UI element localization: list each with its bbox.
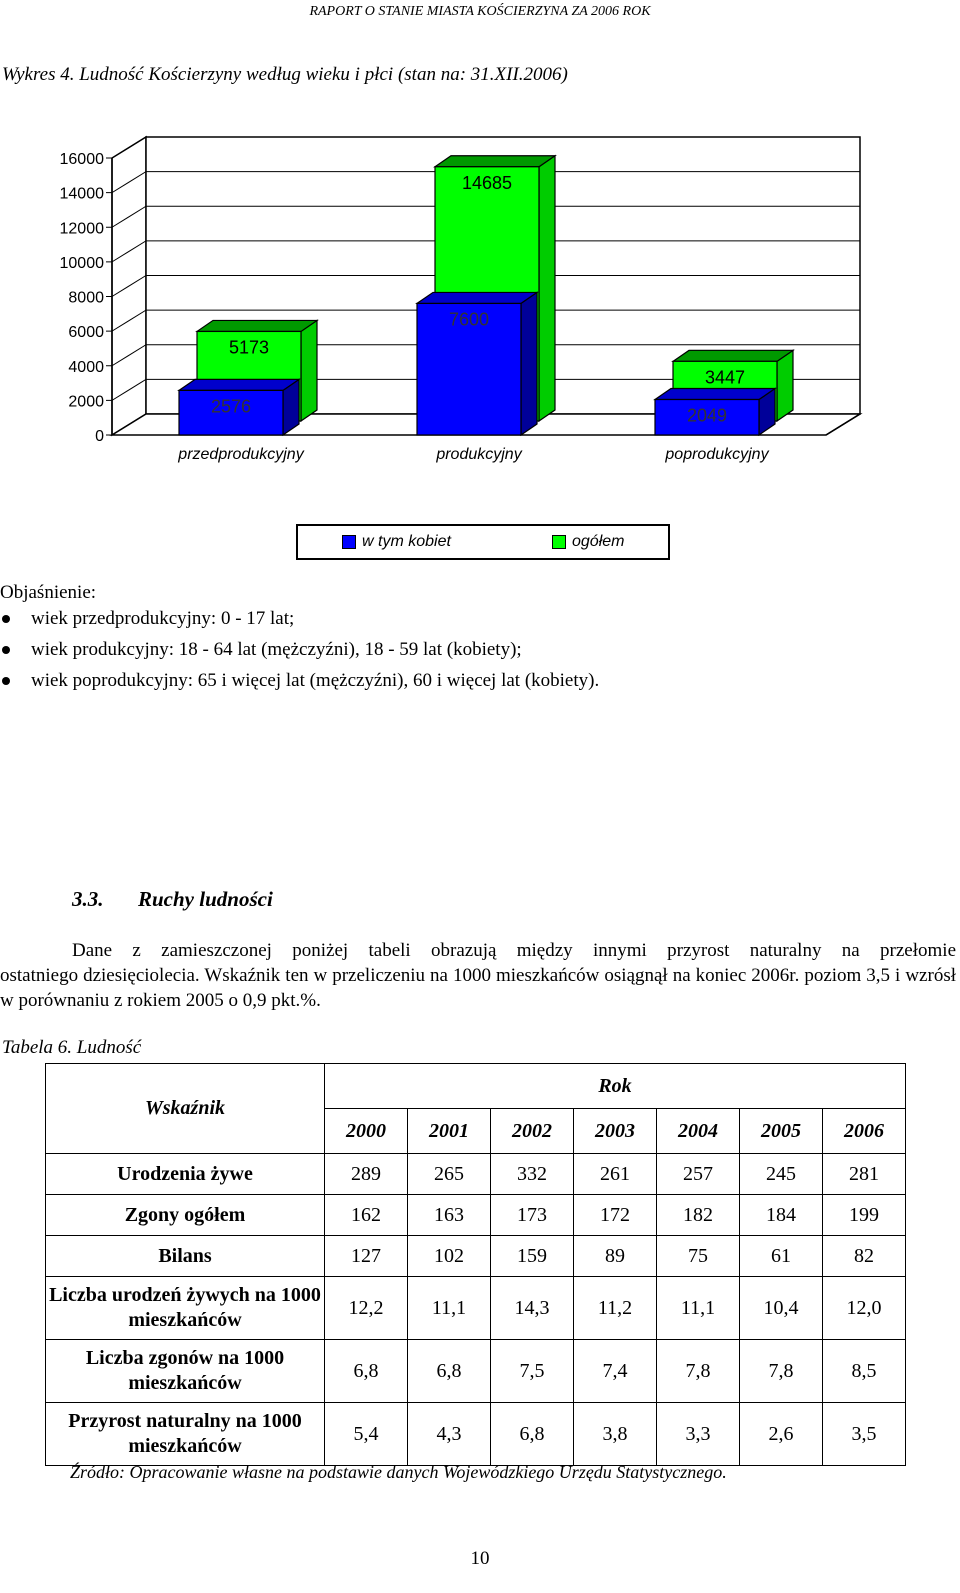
paragraph-line: Dane z zamieszczonej poniżej tabeli obrazują między innymi przyrost naturalny na przełomie xyxy=(72,940,956,961)
table-cell: 7,8 xyxy=(740,1340,823,1403)
bar-total-side xyxy=(777,350,793,421)
table-cell: 289 xyxy=(325,1154,408,1195)
data-label-total: 3447 xyxy=(704,367,746,388)
y-tick-label: 0 xyxy=(95,428,104,445)
bar-women-side xyxy=(521,292,537,435)
table-cell: 163 xyxy=(408,1195,491,1236)
bar-total-top xyxy=(197,320,317,331)
table-cell: 172 xyxy=(574,1195,657,1236)
data-label-total: 5173 xyxy=(228,337,270,358)
bar-women-top xyxy=(655,389,775,400)
year-header: 2003 xyxy=(574,1109,657,1154)
row-label: Przyrost naturalny na 1000 mieszkańców xyxy=(46,1403,325,1466)
row-label: Zgony ogółem xyxy=(46,1195,325,1236)
table-cell: 11,2 xyxy=(574,1277,657,1340)
table-cell: 3,8 xyxy=(574,1403,657,1466)
table-cell: 12,0 xyxy=(823,1277,906,1340)
table-cell: 173 xyxy=(491,1195,574,1236)
table-cell: 184 xyxy=(740,1195,823,1236)
table-cell: 7,8 xyxy=(657,1340,740,1403)
year-header: 2004 xyxy=(657,1109,740,1154)
section-title: Ruchy ludności xyxy=(138,887,273,911)
section-number: 3.3. xyxy=(72,887,104,911)
table-cell: 6,8 xyxy=(491,1403,574,1466)
legend-item-total xyxy=(552,533,624,551)
table-cell: 5,4 xyxy=(325,1403,408,1466)
bar-total-top xyxy=(673,350,793,361)
table-row xyxy=(46,1154,906,1195)
year-header: 2002 xyxy=(491,1109,574,1154)
explanation-list xyxy=(0,606,599,699)
y-tick-label: 6000 xyxy=(68,324,104,342)
table-row xyxy=(46,1195,906,1236)
bar-women-top xyxy=(179,379,299,390)
legend-item-women xyxy=(342,533,451,551)
figure-caption: Wykres 4. Ludność Kościerzyny według wieku i płci (stan na: 31.XII.2006) xyxy=(2,64,568,85)
row-header: Wskaźnik xyxy=(46,1064,325,1154)
data-label-women: 2049 xyxy=(686,405,728,426)
table-cell: 6,8 xyxy=(325,1340,408,1403)
table-cell: 261 xyxy=(574,1154,657,1195)
data-label-total: 14685 xyxy=(461,172,513,193)
table-cell: 3,5 xyxy=(823,1403,906,1466)
y-tick-label: 2000 xyxy=(68,393,104,411)
table-row xyxy=(46,1277,906,1340)
table-cell: 162 xyxy=(325,1195,408,1236)
table-cell: 281 xyxy=(823,1154,906,1195)
table-cell: 2,6 xyxy=(740,1403,823,1466)
list-item: wiek poprodukcyjny: 65 i więcej lat (mężczyźni), 60 i więcej lat (kobiety). xyxy=(0,668,599,699)
y-tick-label: 14000 xyxy=(59,185,104,203)
x-category-label: poprodukcyjny xyxy=(665,446,769,463)
table-cell: 10,4 xyxy=(740,1277,823,1340)
explanation-title: Objaśnienie: xyxy=(0,582,97,603)
data-label-women: 2576 xyxy=(210,396,252,417)
year-header: 2005 xyxy=(740,1109,823,1154)
table-cell: 3,3 xyxy=(657,1403,740,1466)
table-cell: 182 xyxy=(657,1195,740,1236)
section-heading xyxy=(72,887,273,912)
table-cell: 159 xyxy=(491,1236,574,1277)
chart-legend xyxy=(296,524,670,560)
table-cell: 4,3 xyxy=(408,1403,491,1466)
list-item: wiek produkcyjny: 18 - 64 lat (mężczyźni), 18 - 59 lat (kobiety); xyxy=(0,637,599,668)
population-chart xyxy=(0,125,960,525)
table-cell: 89 xyxy=(574,1236,657,1277)
y-tick-label: 10000 xyxy=(59,254,104,272)
y-tick-label: 16000 xyxy=(59,151,104,168)
row-label: Urodzenia żywe xyxy=(46,1154,325,1195)
bar-women-top xyxy=(417,292,537,303)
legend-swatch-blue xyxy=(342,535,356,549)
table-cell: 61 xyxy=(740,1236,823,1277)
year-header: 2001 xyxy=(408,1109,491,1154)
table-cell: 11,1 xyxy=(657,1277,740,1340)
table-caption: Tabela 6. Ludność xyxy=(2,1037,142,1058)
group-header: Rok xyxy=(325,1064,906,1109)
legend-label: ogółem xyxy=(572,533,625,550)
table-cell: 245 xyxy=(740,1154,823,1195)
x-category-label: produkcyjny xyxy=(436,446,522,463)
paragraph-line: ostatniego dziesięciolecia. Wskaźnik ten w przeliczeniu na 1000 mieszkańców osiągnął na koniec 2006r. poziom 3,5 i wzrósł w porównaniu z rokiem 2005 o 0,9 pkt.%. xyxy=(0,965,956,1011)
row-label: Liczba urodzeń żywych na 1000 mieszkańców xyxy=(46,1277,325,1340)
y-tick-label: 8000 xyxy=(68,289,104,307)
legend-label: w tym kobiet xyxy=(362,533,451,550)
table-cell: 127 xyxy=(325,1236,408,1277)
table-cell: 7,4 xyxy=(574,1340,657,1403)
table-header-row xyxy=(46,1064,906,1109)
table-cell: 75 xyxy=(657,1236,740,1277)
x-category-label: przedprodukcyjny xyxy=(178,446,304,463)
table-cell: 12,2 xyxy=(325,1277,408,1340)
table-cell: 265 xyxy=(408,1154,491,1195)
population-table xyxy=(45,1063,906,1466)
table-row xyxy=(46,1403,906,1466)
list-item: wiek przedprodukcyjny: 0 - 17 lat; xyxy=(0,606,599,637)
body-paragraph xyxy=(0,938,956,1013)
table-cell: 6,8 xyxy=(408,1340,491,1403)
y-tick-label: 12000 xyxy=(59,220,104,238)
year-header: 2006 xyxy=(823,1109,906,1154)
bar-total-side xyxy=(301,320,317,421)
table-cell: 7,5 xyxy=(491,1340,574,1403)
table-row xyxy=(46,1340,906,1403)
table-source: Źródło: Opracowanie własne na podstawie danych Wojewódzkiego Urzędu Statystycznego. xyxy=(70,1462,727,1482)
table-cell: 332 xyxy=(491,1154,574,1195)
table-cell: 199 xyxy=(823,1195,906,1236)
row-label: Liczba zgonów na 1000 mieszkańców xyxy=(46,1340,325,1403)
table-cell: 102 xyxy=(408,1236,491,1277)
page-header: RAPORT O STANIE MIASTA KOŚCIERZYNA ZA 2006 ROK xyxy=(309,4,651,19)
year-header: 2000 xyxy=(325,1109,408,1154)
legend-swatch-green xyxy=(552,535,566,549)
bar-total-side xyxy=(539,156,555,421)
bar-total-top xyxy=(435,156,555,167)
data-label-women: 7600 xyxy=(448,309,490,330)
table-cell: 8,5 xyxy=(823,1340,906,1403)
table-cell: 11,1 xyxy=(408,1277,491,1340)
y-tick-label: 4000 xyxy=(68,358,104,376)
page-number: 10 xyxy=(470,1548,490,1569)
table-cell: 257 xyxy=(657,1154,740,1195)
table-cell: 14,3 xyxy=(491,1277,574,1340)
row-label: Bilans xyxy=(46,1236,325,1277)
table-row xyxy=(46,1236,906,1277)
table-cell: 82 xyxy=(823,1236,906,1277)
